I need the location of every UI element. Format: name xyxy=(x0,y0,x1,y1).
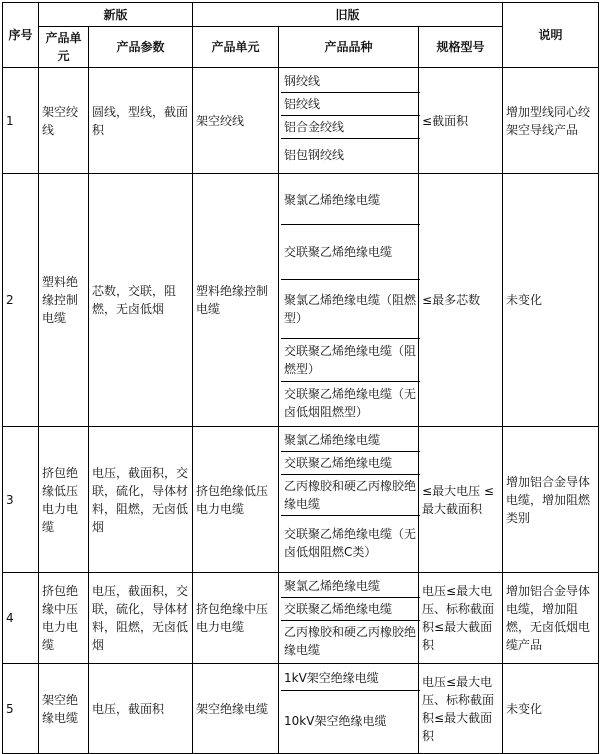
row-varieties xyxy=(279,68,419,174)
row-spec: ≤截面积 xyxy=(419,68,503,174)
variety-item: 交联聚乙烯绝缘电缆 xyxy=(281,598,420,621)
row-old-unit: 挤包绝缘中压电力电缆 xyxy=(193,573,279,664)
variety-list xyxy=(281,176,420,424)
row-varieties xyxy=(279,573,419,664)
row-new-params: 电压，截面积 xyxy=(89,664,193,754)
row-new-unit: 塑料绝缘控制电缆 xyxy=(39,174,89,427)
row-spec: ≤最大电压 ≤最大截面积 xyxy=(419,427,503,573)
header-old-spec: 规格型号 xyxy=(419,27,503,68)
variety-item: 10kV架空绝缘电缆 xyxy=(284,714,387,728)
variety-item: 1kV架空绝缘电缆 xyxy=(281,666,420,691)
header-new-version: 新版 xyxy=(39,3,193,27)
row-varieties xyxy=(279,664,419,754)
row-spec: 电压≤最大电压、标称截面积≤最大截面积 xyxy=(419,573,503,664)
variety-list xyxy=(281,70,420,171)
header-old-version: 旧版 xyxy=(193,3,503,27)
row-new-unit: 挤包绝缘中压电力电缆 xyxy=(39,573,89,664)
row-note: 未变化 xyxy=(503,664,599,754)
row-seq: 3 xyxy=(3,427,39,573)
variety-item: 聚氯乙烯绝缘电缆 xyxy=(281,176,420,225)
header-seq: 序号 xyxy=(3,3,39,68)
header-new-unit: 产品单元 xyxy=(39,27,89,68)
row-new-unit: 挤包绝缘低压电力电缆 xyxy=(39,427,89,573)
row-new-unit: 架空绝缘电缆 xyxy=(39,664,89,754)
header-new-params: 产品参数 xyxy=(89,27,193,68)
row-note: 未变化 xyxy=(503,174,599,427)
variety-item: 聚氯乙烯绝缘电缆 xyxy=(281,575,420,598)
variety-item: 交联聚乙烯绝缘电缆（无卤低烟阻燃型） xyxy=(284,387,417,419)
row-old-unit: 挤包绝缘低压电力电缆 xyxy=(193,427,279,573)
row-new-unit: 架空绞线 xyxy=(39,68,89,174)
table-row xyxy=(3,427,599,573)
variety-list xyxy=(281,575,420,661)
table-row xyxy=(3,573,599,664)
row-old-unit: 架空绞线 xyxy=(193,68,279,174)
row-new-params: 电压，截面积，交联，硫化，导体材料，阻燃，无卤低烟 xyxy=(89,427,193,573)
variety-item: 聚氯乙烯绝缘电缆 xyxy=(281,429,420,452)
variety-item: 乙丙橡胶和硬乙丙橡胶绝缘电缆 xyxy=(284,625,417,657)
row-seq: 2 xyxy=(3,174,39,427)
row-new-params: 芯数，交联，阻燃，无卤低烟 xyxy=(89,174,193,427)
table-row xyxy=(3,174,599,427)
row-varieties xyxy=(279,427,419,573)
row-old-unit: 塑料绝缘控制电缆 xyxy=(193,174,279,427)
header-old-unit: 产品单元 xyxy=(193,27,279,68)
variety-list xyxy=(281,666,420,751)
row-varieties xyxy=(279,174,419,427)
variety-item: 钢绞线 xyxy=(281,70,420,93)
row-seq: 5 xyxy=(3,664,39,754)
variety-item: 交联聚乙烯绝缘电缆 xyxy=(281,225,420,280)
variety-item: 铝包钢绞线 xyxy=(284,148,345,162)
variety-item: 铝合金绞线 xyxy=(281,116,420,139)
row-seq: 1 xyxy=(3,68,39,174)
variety-item: 铝绞线 xyxy=(281,93,420,116)
table-row xyxy=(3,664,599,754)
row-spec: ≤最多芯数 xyxy=(419,174,503,427)
header-old-variety: 产品品种 xyxy=(279,27,419,68)
variety-item: 交联聚乙烯绝缘电缆（无卤低烟阻燃C类） xyxy=(284,527,417,559)
row-new-params: 电压，截面积，交联，硫化，导体材料，阻燃，无卤低烟 xyxy=(89,573,193,664)
product-comparison-table xyxy=(2,2,599,754)
row-new-params: 圆线，型线，截面积 xyxy=(89,68,193,174)
variety-item: 乙丙橡胶和硬乙丙橡胶绝缘电缆 xyxy=(281,475,420,516)
variety-item: 聚氯乙烯绝缘电缆（阻燃型） xyxy=(281,280,420,339)
table-row xyxy=(3,68,599,174)
row-note: 增加型线同心绞架空导线产品 xyxy=(503,68,599,174)
variety-item: 交联聚乙烯绝缘电缆 xyxy=(281,452,420,475)
row-note: 增加铝合金导体电缆，增加阻燃，无卤低烟电缆产品 xyxy=(503,573,599,664)
row-spec: 电压≤最大电压、标称截面积≤最大截面积 xyxy=(419,664,503,754)
row-note: 增加铝合金导体电缆，增加阻燃类别 xyxy=(503,427,599,573)
row-seq: 4 xyxy=(3,573,39,664)
variety-list xyxy=(281,429,420,570)
header-note: 说明 xyxy=(503,3,599,68)
row-old-unit: 架空绝缘电缆 xyxy=(193,664,279,754)
variety-item: 交联聚乙烯绝缘电缆（阻燃型） xyxy=(281,339,420,382)
